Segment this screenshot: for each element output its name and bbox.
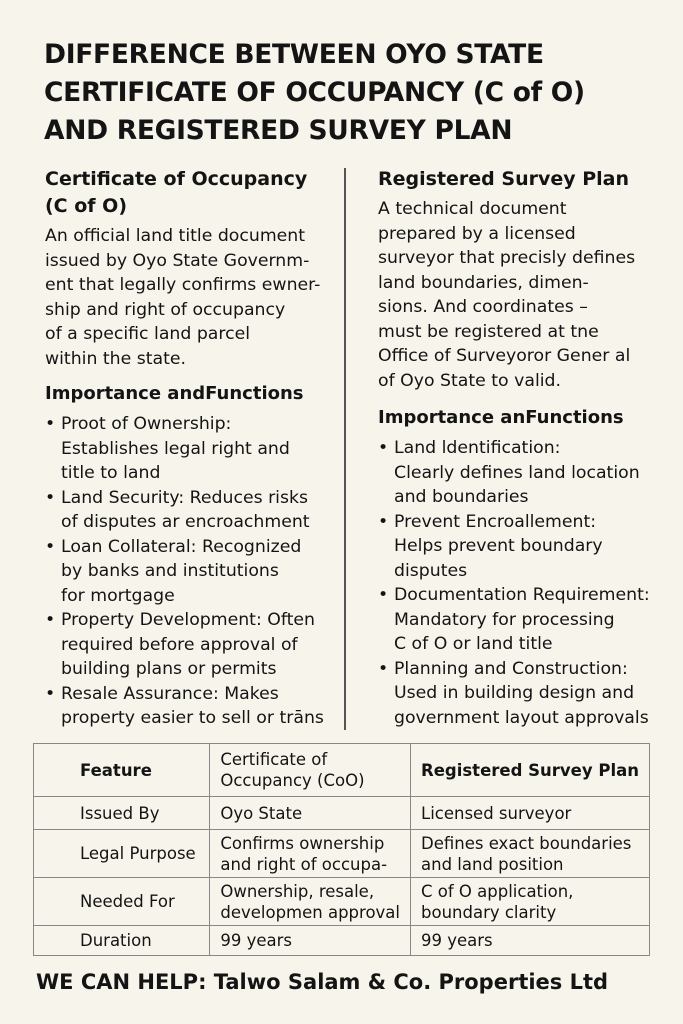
list-item-line: Planning and Construction:	[394, 658, 628, 679]
bullet-icon: •	[45, 414, 56, 434]
cell-line: developmen approval	[220, 902, 400, 922]
table-header-cell	[34, 744, 210, 797]
cell-line: Duration	[80, 931, 152, 950]
survey-plan-column	[378, 166, 668, 730]
list-item-line: Mandatory for processing	[394, 609, 615, 630]
list-item-line: and boundaries	[394, 487, 529, 507]
list-item-line: Documentation Requirement:	[394, 585, 650, 605]
cell-line: Defines exact boundaries	[421, 833, 632, 853]
title-line-3: AND REGISTERED SURVEY PLAN	[44, 115, 513, 146]
title-line-1: DIFFERENCE BETWEEN OYO STATE	[44, 39, 544, 70]
table-cell	[411, 797, 650, 830]
bullet-icon: •	[45, 536, 56, 557]
list-item	[378, 436, 668, 510]
cell-line: 99 years	[220, 931, 292, 950]
description-line: ent that legally confirms ewner-	[45, 275, 321, 295]
list-item-line: for mortgage	[61, 585, 175, 606]
table-row	[34, 926, 650, 956]
list-item-line: Prevent Encroallement:	[394, 511, 597, 532]
description-line: prepared by a licensed	[378, 223, 576, 244]
list-item-line: C of O or land title	[394, 634, 553, 654]
cell-line: C of O application,	[421, 881, 574, 901]
list-item	[45, 608, 340, 682]
header-line: Feature	[80, 760, 152, 780]
survey-plan-description	[378, 197, 668, 393]
table-cell	[34, 878, 210, 926]
table-cell	[210, 878, 411, 926]
table-header-cell	[411, 744, 650, 797]
list-item-line: Loan Collateral: Recognized	[61, 536, 302, 557]
table-cell	[34, 926, 210, 956]
list-item	[378, 510, 668, 584]
table-cell	[210, 797, 411, 830]
table-header-row	[34, 744, 650, 797]
list-item-line: Resale Assurance: Makes	[61, 683, 279, 704]
table-cell	[411, 926, 650, 956]
survey-plan-heading: Registered Survey Plan	[378, 168, 630, 190]
bullet-icon: •	[45, 487, 56, 508]
cell-line: Needed For	[80, 892, 175, 911]
cell-line: and land position	[421, 854, 564, 874]
comparison-table	[33, 743, 650, 956]
column-divider	[344, 168, 346, 730]
table-cell	[210, 830, 411, 878]
table-row	[34, 878, 650, 926]
description-line: of a specific land parcel	[45, 324, 251, 344]
list-item-line: Clearly defines land location	[394, 462, 640, 483]
list-item-line: disputes	[394, 560, 468, 581]
description-line: within the state.	[45, 348, 187, 369]
c-of-o-column	[45, 166, 340, 731]
title-line-2: CERTIFICATE OF OCCUPANCY (C of O)	[44, 77, 585, 108]
c-of-o-functions-heading: Importance andFunctions	[45, 383, 304, 404]
description-line: Office of Surveyoror Gener al	[378, 346, 631, 366]
list-item-line: Helps prevent boundary	[394, 536, 603, 556]
cell-line: Ownership, resale,	[220, 881, 375, 901]
table-row	[34, 797, 650, 830]
list-item-line: government layout approvals	[394, 707, 649, 728]
cell-line: Confirms ownership	[220, 833, 385, 853]
list-item-line: building plans or permits	[61, 659, 277, 679]
list-item-line: Land Security: Reduces risks	[61, 487, 308, 508]
survey-plan-functions-list	[378, 436, 668, 730]
list-item-line: Property Development: Often	[61, 610, 316, 630]
header-line: Certificate of	[220, 750, 328, 769]
c-of-o-functions-list	[45, 412, 340, 731]
table-header-cell	[210, 744, 411, 797]
cell-line: Licensed surveyor	[421, 803, 572, 823]
list-item-line: Used in building design and	[394, 683, 635, 703]
cell-line: Oyo State	[220, 803, 303, 823]
list-item-line: of disputes ar encroachment	[61, 512, 310, 532]
header-line: Occupancy (CoO)	[220, 771, 365, 790]
bullet-icon: •	[45, 683, 56, 704]
description-line: An official land title document	[45, 226, 306, 246]
c-of-o-heading-line-1: Certificate of Occupancy	[45, 168, 308, 190]
description-line: A technical document	[378, 199, 567, 219]
bullet-icon: •	[45, 610, 56, 630]
cell-line: and right of occupa-	[220, 854, 388, 874]
list-item-line: property easier to sell or trāns	[61, 708, 324, 728]
cell-line: Issued By	[80, 803, 160, 823]
description-line: ship and right of occupancy	[45, 299, 286, 320]
table-cell	[34, 830, 210, 878]
table-cell	[210, 926, 411, 956]
c-of-o-heading	[45, 166, 340, 220]
list-item-line: required before approval of	[61, 634, 298, 655]
list-item	[45, 682, 340, 731]
description-line: issued by Oyo State Governm-	[45, 250, 310, 271]
description-line: surveyor that precisly defines	[378, 248, 636, 268]
bullet-icon: •	[378, 511, 389, 532]
list-item	[378, 583, 668, 657]
header-line: Registered Survey Plan	[421, 760, 639, 780]
list-item-line: Proot of Ownership:	[61, 414, 232, 434]
c-of-o-heading-line-2: (C of O)	[45, 195, 128, 217]
cell-line: boundary clarity	[421, 902, 557, 922]
description-line: land boundaries, dimen-	[378, 272, 589, 293]
list-item	[378, 657, 668, 731]
bullet-icon: •	[378, 658, 389, 679]
cell-line: 99 years	[421, 931, 493, 950]
list-item	[45, 412, 340, 486]
bullet-icon: •	[378, 585, 389, 605]
table-row	[34, 830, 650, 878]
footer-cta: WE CAN HELP: Talwo Salam & Co. Properties Ltd	[36, 970, 609, 994]
page-title	[44, 36, 654, 150]
cell-line: Legal Purpose	[80, 844, 196, 863]
table-cell	[411, 878, 650, 926]
table-cell	[411, 830, 650, 878]
table-cell	[34, 797, 210, 830]
list-item-line: by banks and institutions	[61, 561, 279, 581]
survey-plan-functions-heading: Importance anFunctions	[378, 407, 624, 428]
bullet-icon: •	[378, 438, 389, 458]
c-of-o-description	[45, 224, 340, 371]
description-line: of Oyo State to valid.	[378, 370, 562, 391]
list-item	[45, 486, 340, 535]
description-line: sions. And coordinates –	[378, 297, 588, 317]
list-item-line: Establishes legal right and	[61, 438, 290, 459]
list-item	[45, 535, 340, 609]
list-item-line: title to land	[61, 463, 161, 483]
description-line: must be registered at tne	[378, 321, 599, 342]
list-item-line: Land ldentification:	[394, 438, 561, 458]
